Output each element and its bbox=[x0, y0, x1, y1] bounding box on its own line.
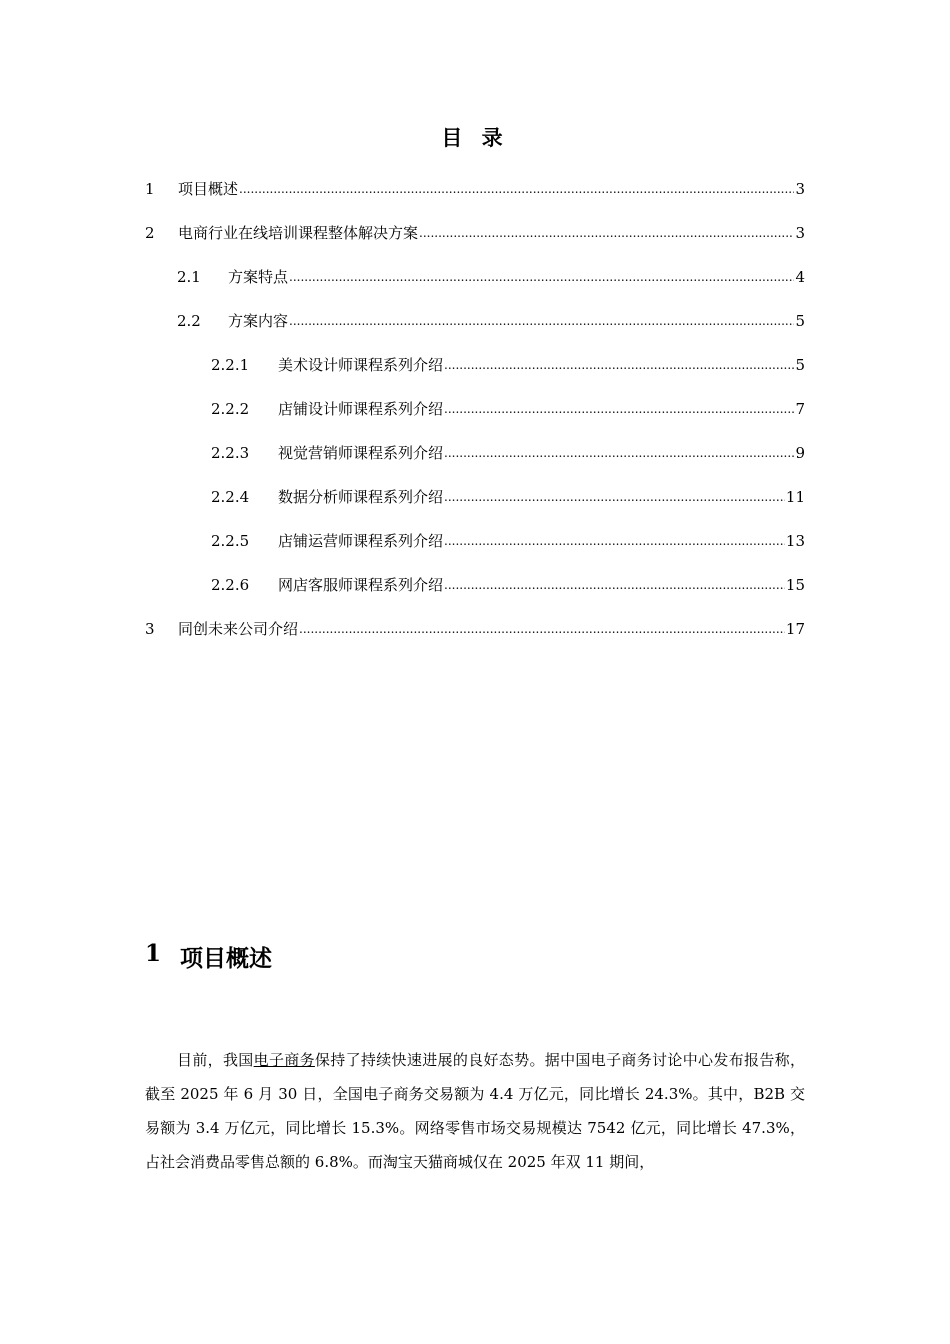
toc-number: 2.2.2 bbox=[211, 400, 250, 418]
toc-page-number: 9 bbox=[795, 444, 805, 462]
toc-leader-dots bbox=[444, 487, 785, 507]
toc-entry[interactable] bbox=[211, 571, 805, 595]
toc-number: 2.2 bbox=[177, 312, 201, 330]
toc-number: 2 bbox=[145, 224, 155, 242]
toc-entry[interactable] bbox=[211, 439, 805, 463]
section-heading bbox=[145, 940, 272, 973]
toc-number: 2.2.4 bbox=[211, 488, 250, 506]
toc-label: 方案内容 bbox=[228, 312, 289, 330]
toc-page-number: 15 bbox=[785, 576, 805, 594]
toc-label: 网店客服师课程系列介绍 bbox=[278, 576, 444, 594]
paragraph-text: 保持了持续快速进展的良好态势。据中国电子商务讨论中心发布报告称，截至 2025 年 6 月 30 日，全国电子商务交易额为 4.4 万亿元，同比增长 24.3%。其中，B2B 交易额为 3.4 万亿元，同比增长 15.3%。网络零售市场交易规模达 7542 亿元，同比增长 47.3%，占社会消费品零售总额的 6.8%。而淘宝天猫商城仅在 2025 年双 11 期间， bbox=[145, 1051, 805, 1171]
toc-page-number: 11 bbox=[785, 488, 805, 506]
toc-number: 2.2.3 bbox=[211, 444, 250, 462]
toc-page-number: 3 bbox=[795, 180, 805, 198]
toc-leader-dots bbox=[289, 267, 794, 287]
toc-page-number: 7 bbox=[795, 400, 805, 418]
toc-label: 项目概述 bbox=[178, 180, 239, 198]
toc-page-number: 4 bbox=[795, 268, 805, 286]
toc-label: 电商行业在线培训课程整体解决方案 bbox=[178, 224, 419, 242]
toc-leader-dots bbox=[419, 223, 794, 243]
toc-number: 2.2.1 bbox=[211, 356, 250, 374]
toc-page-number: 5 bbox=[795, 356, 805, 374]
toc-entry[interactable] bbox=[211, 527, 805, 551]
toc-label: 同创未来公司介绍 bbox=[178, 620, 299, 638]
toc-label: 店铺设计师课程系列介绍 bbox=[278, 400, 444, 418]
toc-entry[interactable] bbox=[211, 395, 805, 419]
toc-leader-dots bbox=[239, 179, 794, 199]
toc-page-number: 3 bbox=[795, 224, 805, 242]
toc-entry[interactable] bbox=[145, 219, 805, 243]
section-title: 项目概述 bbox=[180, 946, 272, 972]
toc-title: 目 录 bbox=[441, 126, 509, 150]
toc-leader-dots bbox=[444, 575, 785, 595]
toc-label: 方案特点 bbox=[228, 268, 289, 286]
toc-entry[interactable] bbox=[145, 175, 805, 199]
toc-entry[interactable] bbox=[177, 263, 805, 287]
toc-number: 3 bbox=[145, 620, 155, 638]
toc-page-number: 17 bbox=[785, 620, 805, 638]
toc-label: 店铺运营师课程系列介绍 bbox=[278, 532, 444, 550]
toc-page-number: 13 bbox=[785, 532, 805, 550]
toc-leader-dots bbox=[444, 531, 785, 551]
toc-leader-dots bbox=[299, 619, 785, 639]
paragraph-text-prefix: 目前，我国 bbox=[177, 1051, 254, 1069]
toc-leader-dots bbox=[444, 443, 794, 463]
toc-label: 数据分析师课程系列介绍 bbox=[278, 488, 444, 506]
toc-leader-dots bbox=[444, 399, 794, 419]
section-number: 1 bbox=[145, 940, 162, 967]
toc-leader-dots bbox=[444, 355, 794, 375]
toc-entry[interactable] bbox=[177, 307, 805, 331]
toc-entry[interactable] bbox=[211, 351, 805, 375]
toc-page-number: 5 bbox=[795, 312, 805, 330]
toc-label: 美术设计师课程系列介绍 bbox=[278, 356, 444, 374]
toc-label: 视觉营销师课程系列介绍 bbox=[278, 444, 444, 462]
toc-entry[interactable] bbox=[145, 615, 805, 639]
toc-number: 2.2.6 bbox=[211, 576, 250, 594]
ecommerce-link[interactable]: 电子商务 bbox=[253, 1051, 315, 1069]
body-paragraph bbox=[145, 1043, 805, 1179]
toc-number: 2.1 bbox=[177, 268, 201, 286]
toc-number: 2.2.5 bbox=[211, 532, 250, 550]
toc-number: 1 bbox=[145, 180, 155, 198]
toc-leader-dots bbox=[289, 311, 794, 331]
toc-entry[interactable] bbox=[211, 483, 805, 507]
